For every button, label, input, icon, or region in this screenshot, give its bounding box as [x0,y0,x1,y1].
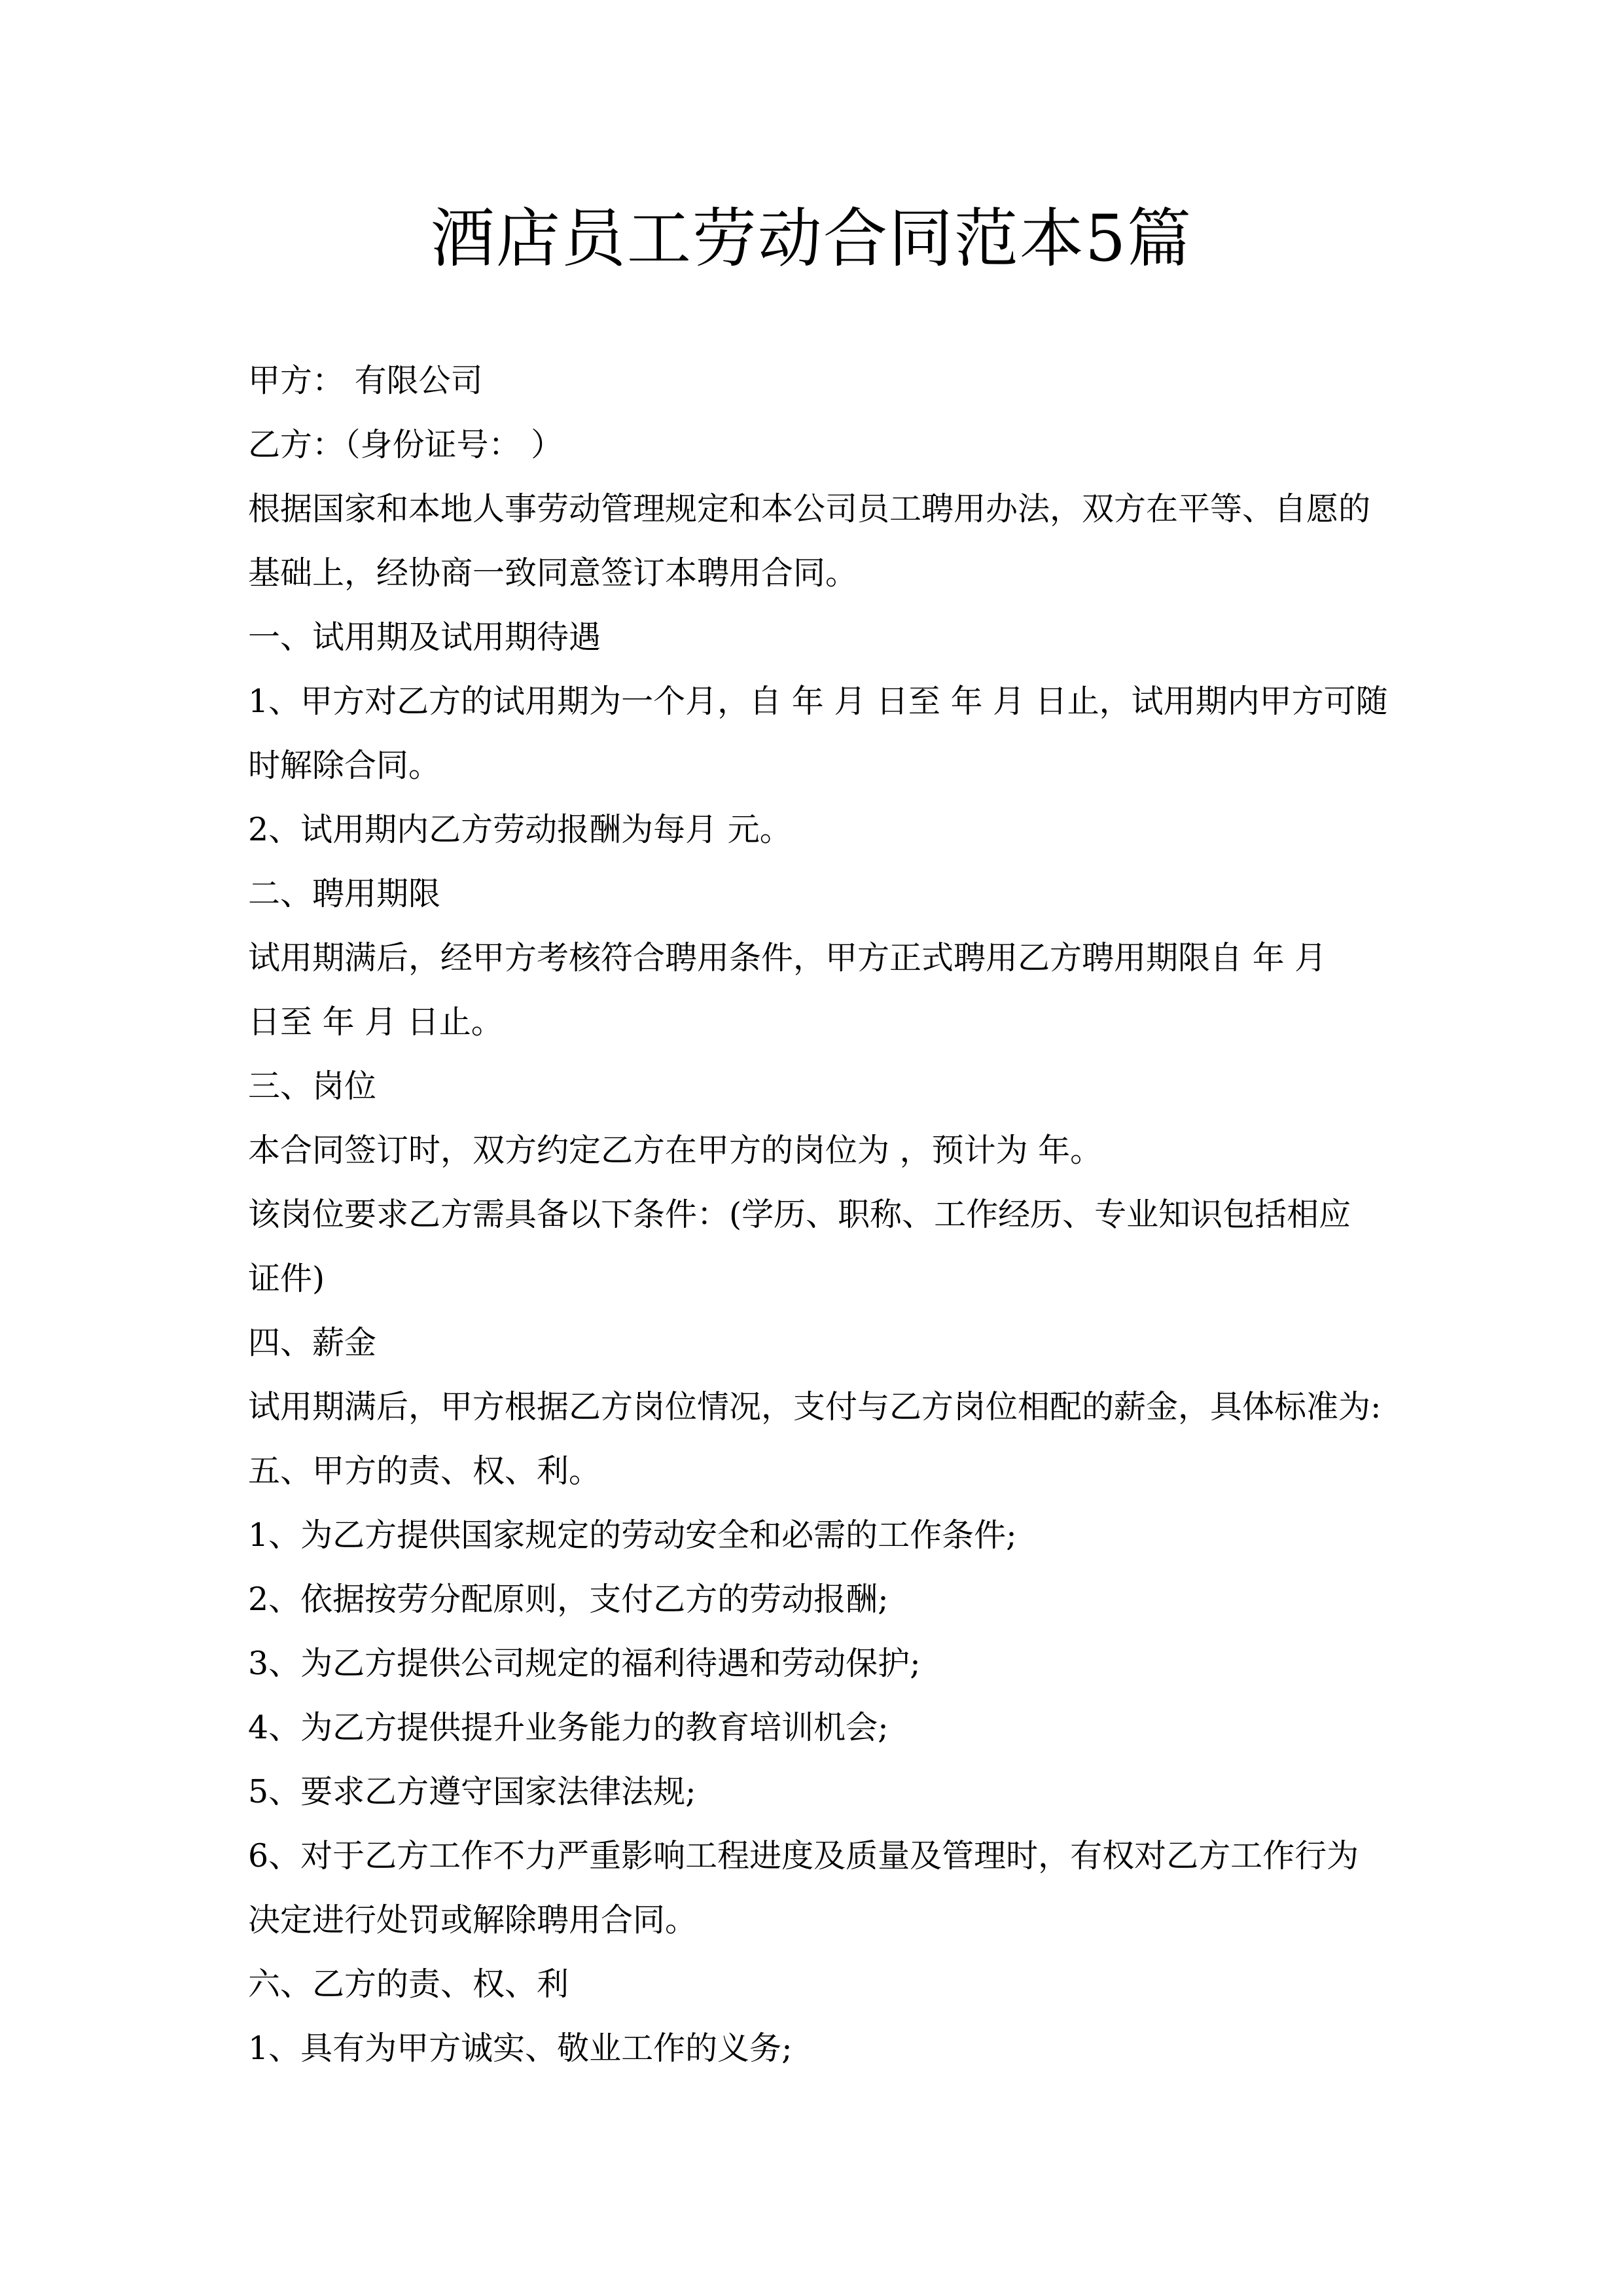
text-line: 试用期满后，甲方根据乙方岗位情况，支付与乙方岗位相配的薪金，具体标准为: [248,1388,1382,1426]
text-line: 决定进行处罚或解除聘用合同。 [248,1901,698,1939]
text-line: 2、依据按劳分配原则，支付乙方的劳动报酬; [248,1581,889,1618]
text-line: 3、为乙方提供公司规定的福利待遇和劳动保护; [248,1645,921,1682]
text-line: 根据国家和本地人事劳动管理规定和本公司员工聘用办法，双方在平等、自愿的 [248,490,1371,528]
text-line: 时解除合同。 [248,747,441,784]
text-line: 5、要求乙方遵守国家法律法规; [248,1773,696,1810]
text-line: 二、聘用期限 [248,875,441,912]
document-body [248,349,1390,2081]
text-line: 4、为乙方提供提升业务能力的教育培训机会; [248,1709,889,1746]
text-line: 本合同签订时，双方约定乙方在甲方的岗位为 ，预计为 年。 [248,1132,1103,1169]
text-line: 2、试用期内乙方劳动报酬为每月 元。 [248,811,792,848]
text-line: 证件) [248,1260,325,1297]
text-line: 一、试用期及试用期待遇 [248,619,601,656]
text-line: 四、薪金 [248,1324,377,1361]
text-line: 乙方：（身份证号： ） [248,426,563,463]
text-line: 日至 年 月 日止。 [248,1003,503,1041]
text-line: 试用期满后，经甲方考核符合聘用条件，甲方正式聘用乙方聘用期限自 年 月 [248,939,1327,977]
text-line: 该岗位要求乙方需具备以下条件：(学历、职称、工作经历、专业知识包括相应 [248,1196,1351,1233]
text-line: 甲方： 有限公司 [248,362,483,399]
document-title: 酒店员工劳动合同范本5篇 [430,202,1193,276]
text-line: 1、具有为甲方诚实、敬业工作的义务; [248,2030,793,2067]
text-line: 6、对于乙方工作不力严重影响工程进度及质量及管理时，有权对乙方工作行为 [248,1837,1359,1874]
text-line: 五、甲方的责、权、利。 [248,1452,601,1490]
text-line: 1、甲方对乙方的试用期为一个月，自 年 月 日至 年 月 日止，试用期内甲方可随 [248,683,1388,720]
text-line: 三、岗位 [248,1067,377,1105]
text-line: 基础上，经协商一致同意签订本聘用合同。 [248,554,858,592]
text-line: 1、为乙方提供国家规定的劳动安全和必需的工作条件; [248,1516,1017,1554]
text-line: 六、乙方的责、权、利 [248,1965,569,2003]
